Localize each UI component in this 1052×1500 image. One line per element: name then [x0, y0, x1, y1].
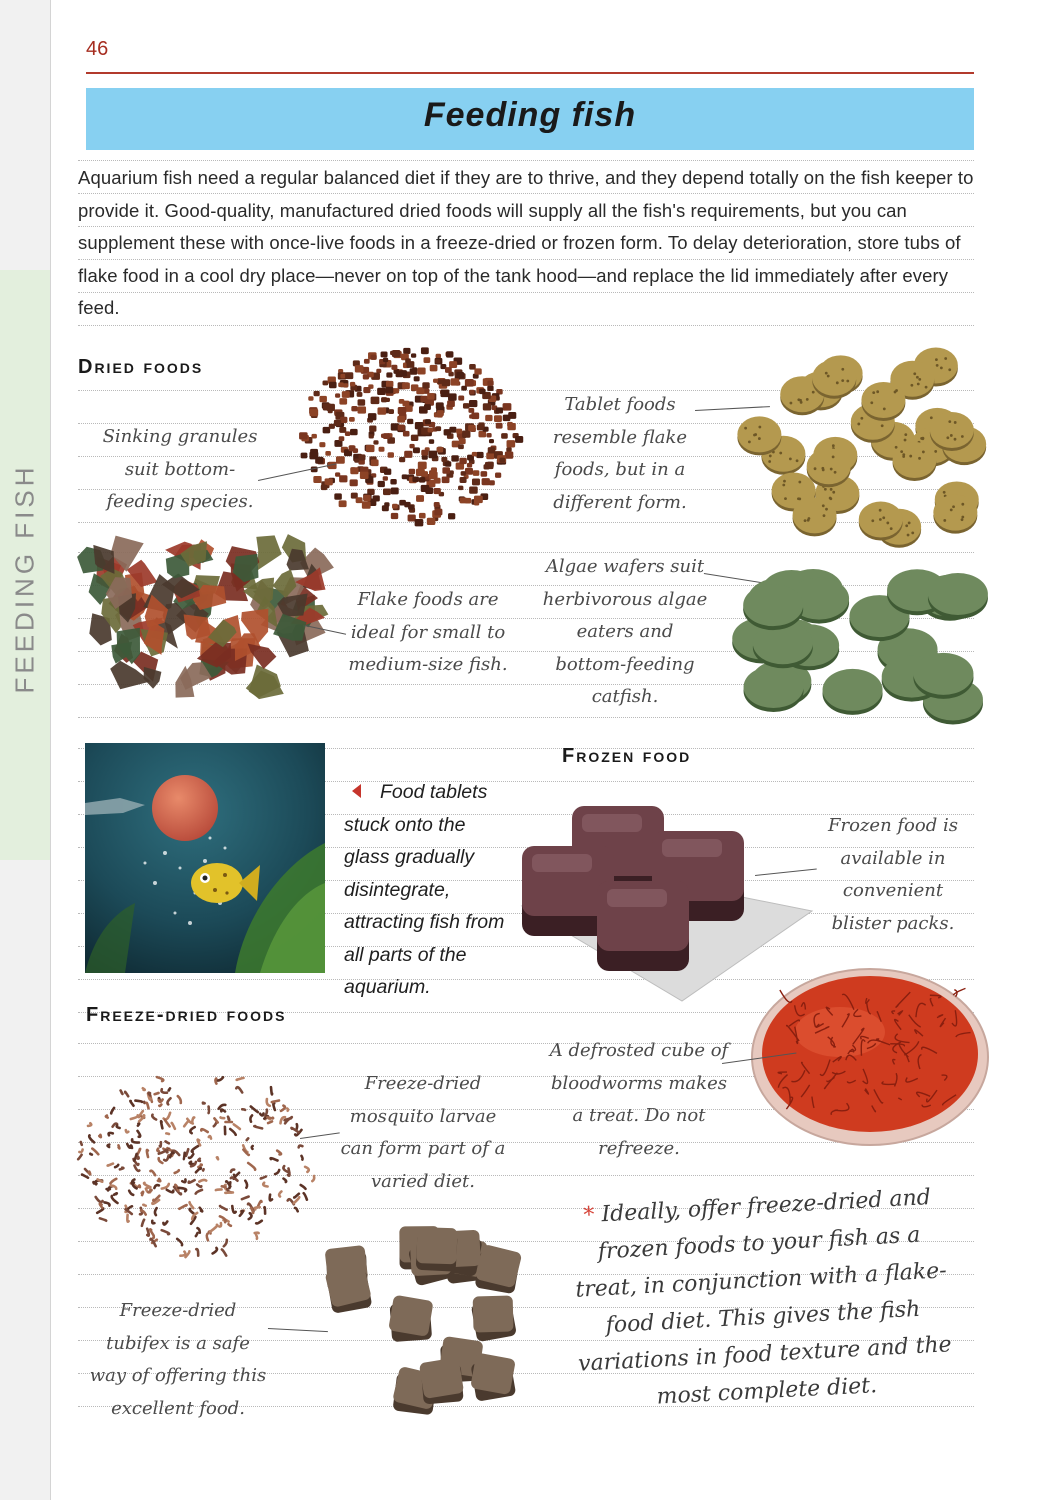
- flake-foods-image: [68, 535, 343, 705]
- page-title: Feeding fish: [423, 96, 637, 134]
- tubifex-cubes-image: [316, 1215, 536, 1415]
- tablet-foods-image: [700, 345, 985, 545]
- mosquito-larvae-image: [66, 1062, 331, 1262]
- sinking-granules-image: [290, 338, 525, 528]
- annotation-mosquito-larvae: Freeze-dried mosquito larvae can form part of a varied diet.: [340, 1073, 506, 1192]
- aquarium-photo: [85, 743, 325, 973]
- annotation-frozen-packs: Frozen food is available in convenient blister packs.: [828, 815, 958, 934]
- annotation-sinking-granules: Sinking granules suit bottom-feeding species.: [102, 426, 258, 512]
- header-rule: [86, 72, 974, 74]
- annotation-algae-wafers: Algae wafers suit herbivorous algae eaters and bottom-feeding catfish.: [542, 556, 708, 707]
- asterisk-icon: *: [582, 1202, 596, 1229]
- photo-caption: Food tablets stuck onto the glass gradually disintegrate, attracting fish from all parts of the aquarium.: [344, 781, 505, 998]
- feeding-tip: [566, 1178, 957, 1420]
- annotation-tubifex: Freeze-dried tubifex is a safe way of offering this excellent food.: [89, 1300, 267, 1419]
- section-tab-label: FEEDING FISH: [9, 463, 40, 694]
- intro-paragraph: Aquarium fish need a regular balanced diet if they are to thrive, and they depend totally on the fish keeper to provide it. Good-quality, manufactured dried foods will supply all the fish's requirements, but you can supplement these with once-live foods in a freeze-dried or frozen form. To delay deterioration, store tubs of flake food in a cool dry place—never on top of the tank hood—and replace the lid immediately after every feed.: [78, 167, 974, 318]
- ruled-line: [78, 325, 974, 326]
- page-number: 46: [86, 38, 109, 60]
- ruled-line: [78, 160, 974, 161]
- heading-freeze-dried-foods: Freeze-dried foods: [86, 1004, 287, 1026]
- heading-frozen-food: Frozen food: [562, 745, 692, 767]
- algae-wafers-image: [720, 565, 990, 740]
- annotation-bloodworms: A defrosted cube of bloodworms makes a treat. Do not refreeze.: [549, 1040, 729, 1159]
- heading-dried-foods: Dried foods: [78, 356, 204, 378]
- feeding-tip-text: Ideally, offer freeze-dried and frozen foods to your fish as a treat, in conjunction with a flake-food diet. This gives the fish variations in food texture and the most complete diet.: [574, 1185, 953, 1410]
- annotation-flake-foods: Flake foods are ideal for small to medium-size fish.: [348, 589, 508, 675]
- annotation-tablet-foods: Tablet foods resemble flake foods, but in a different form.: [552, 394, 688, 513]
